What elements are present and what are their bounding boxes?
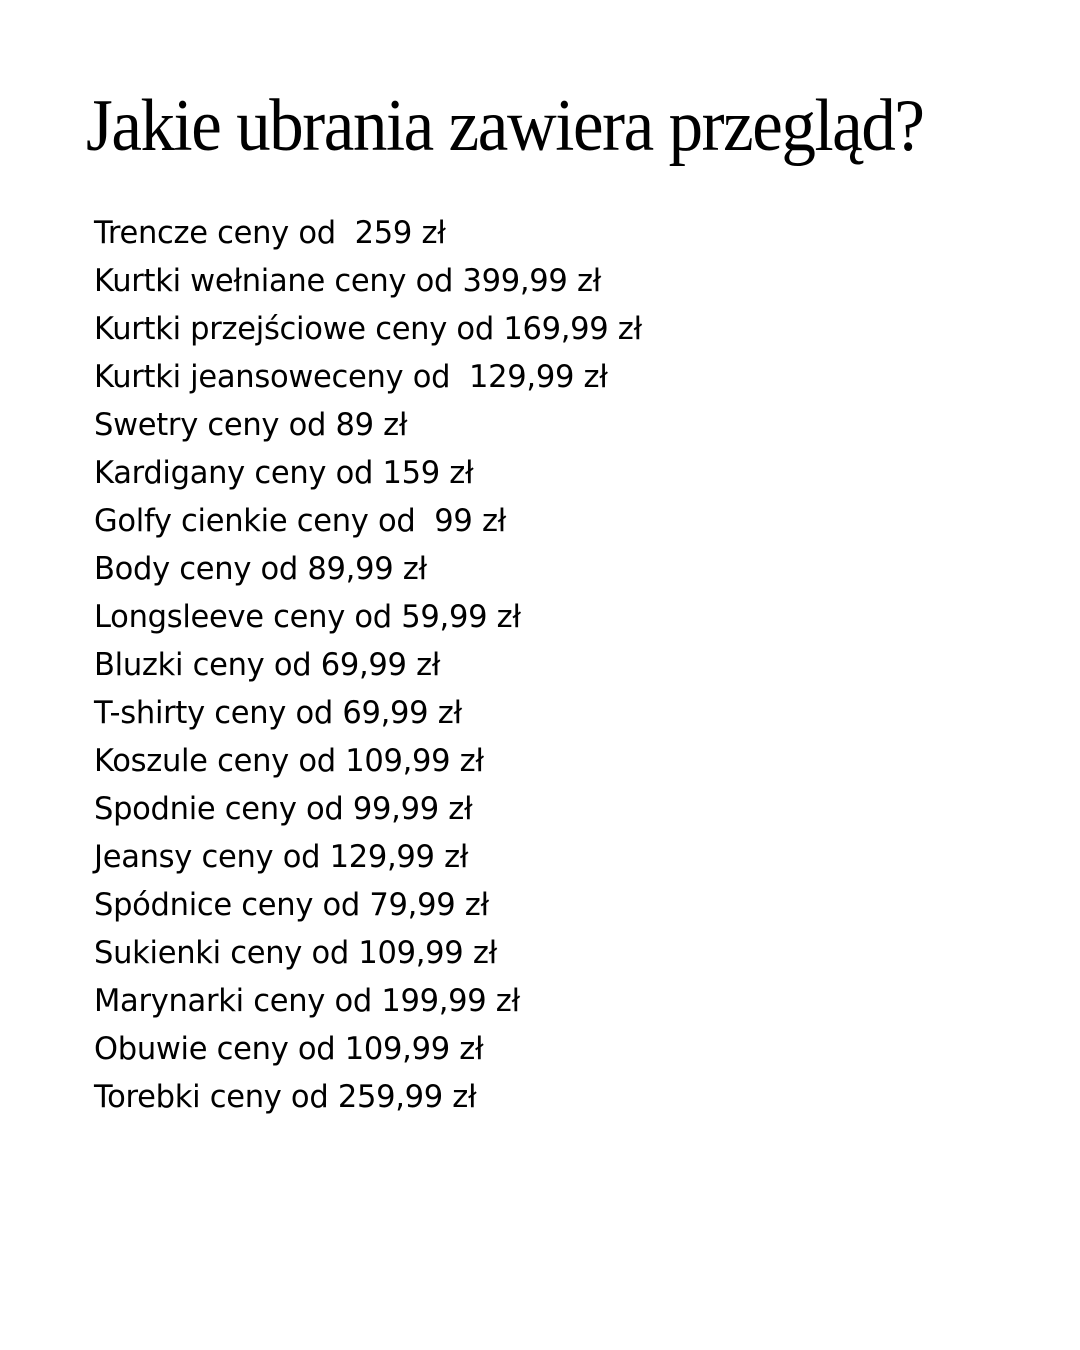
price-list	[94, 209, 650, 1121]
list-item-obuwie: Obuwie ceny od 109,99 zł	[94, 1031, 484, 1067]
list-item-koszule: Koszule ceny od 109,99 zł	[94, 743, 484, 779]
list-item-body: Body ceny od 89,99 zł	[94, 551, 427, 587]
list-item-swetry: Swetry ceny od 89 zł	[94, 407, 408, 443]
list-item-kardigany: Kardigany ceny od 159 zł	[94, 455, 474, 491]
page-title: Jakie ubrania zawiera przegląd?	[86, 85, 924, 167]
list-item-kurtki-jeansowe: Kurtki jeansoweceny od 129,99 zł	[94, 359, 608, 395]
list-item-marynarki: Marynarki ceny od 199,99 zł	[94, 983, 520, 1019]
list-item-spodnie: Spodnie ceny od 99,99 zł	[94, 791, 473, 827]
list-item-longsleeve: Longsleeve ceny od 59,99 zł	[94, 599, 521, 635]
list-item-trencze: Trencze ceny od 259 zł	[94, 215, 446, 251]
list-item-t-shirty: T-shirty ceny od 69,99 zł	[94, 695, 462, 731]
list-item-torebki: Torebki ceny od 259,99 zł	[94, 1079, 477, 1115]
list-item-jeansy: Jeansy ceny od 129,99 zł	[94, 839, 469, 875]
list-item-kurtki-przejsciowe: Kurtki przejściowe ceny od 169,99 zł	[94, 311, 642, 347]
list-item-bluzki: Bluzki ceny od 69,99 zł	[94, 647, 441, 683]
list-item-kurtki-welniane: Kurtki wełniane ceny od 399,99 zł	[94, 263, 602, 299]
list-item-spodnice: Spódnice ceny od 79,99 zł	[94, 887, 489, 923]
list-item-golfy-cienkie: Golfy cienkie ceny od 99 zł	[94, 503, 507, 539]
list-item-sukienki: Sukienki ceny od 109,99 zł	[94, 935, 497, 971]
